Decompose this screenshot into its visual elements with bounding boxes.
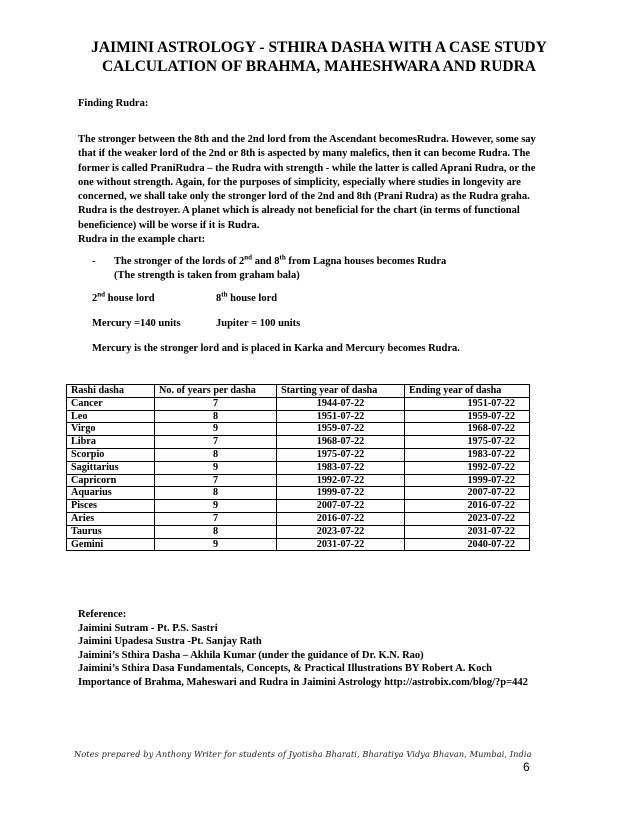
cell-end: 1951-07-22	[405, 397, 530, 410]
cell-rashi: Gemini	[67, 538, 155, 551]
table-row	[67, 525, 530, 538]
table-row	[67, 461, 530, 474]
cell-start: 2007-07-22	[277, 500, 405, 513]
bullet-text-a: The stronger of the lords of 2	[114, 256, 245, 267]
second-num: 2	[92, 293, 98, 304]
table-row	[67, 423, 530, 436]
cell-end: 2007-07-22	[405, 487, 530, 500]
cell-end: 2023-07-22	[405, 512, 530, 525]
body-paragraph: The stronger between the 8th and the 2nd lord from the Ascendant becomesRudra. However, some say that if the weaker lord of the 2nd or 8th is aspected by many malefics, then it can become Rudra. The former is called PraniRudra – the Rudra with strength - while the latter is called Aprani Rudra, or the one without strength. Again, for the purposes of simplicity, especially where studies in longevity are concerned, we shall take only the stronger lord of the 2nd and 8th (Prani Rudra) as the Rudra graha. Rudra is the destroyer. A planet which is already not beneficial for the chart (in terms of functional beneficience) will be worse if it is Rudra.	[78, 134, 536, 231]
bullet-line-1	[114, 255, 554, 269]
reference-item: Jaimini Sutram - Pt. P.S. Sastri	[78, 622, 218, 634]
bullet-line-2: (The strength is taken from graham bala)	[114, 270, 300, 281]
table-body	[67, 397, 530, 551]
references-section	[78, 608, 558, 690]
cell-end: 2031-07-22	[405, 525, 530, 538]
reference-item: Jaimini Upadesa Sustra -Pt. Sanjay Rath	[78, 636, 262, 648]
cell-years: 8	[155, 448, 277, 461]
cell-years: 8	[155, 410, 277, 423]
table-row	[67, 448, 530, 461]
reference-item: Jaimini’s Sthira Dasa Fundamentals, Concepts, & Practical Illustrations BY Robert A. Koch	[78, 663, 492, 675]
page-number: 6	[523, 760, 530, 774]
cell-rashi: Pisces	[67, 500, 155, 513]
reference-item: Jaimini’s Sthira Dasha – Akhila Kumar (under the guidance of Dr. K.N. Rao)	[78, 649, 424, 661]
bullet-sup-a: nd	[244, 253, 253, 262]
header-ending-year: Ending year of dasha	[405, 385, 530, 398]
cell-rashi: Virgo	[67, 423, 155, 436]
table-row	[67, 512, 530, 525]
header-years-per-dasha: No. of years per dasha	[155, 385, 277, 398]
cell-years: 9	[155, 538, 277, 551]
cell-end: 1975-07-22	[405, 436, 530, 449]
cell-start: 2023-07-22	[277, 525, 405, 538]
cell-start: 1959-07-22	[277, 423, 405, 436]
page-title	[60, 38, 578, 76]
eighth-num: 8	[216, 293, 222, 304]
cell-start: 1975-07-22	[277, 448, 405, 461]
second-house-lord-label	[92, 292, 155, 306]
page-footer-note: Notes prepared by Anthony Writer for students of Jyotisha Bharati, Bharatiya Vidya Bhavan, Mumbai, India	[74, 749, 532, 759]
cell-years: 8	[155, 525, 277, 538]
bullet-sup-b: th	[279, 253, 286, 262]
bullet-text-c: from Lagna houses becomes Rudra	[285, 256, 447, 267]
cell-end: 1968-07-22	[405, 423, 530, 436]
example-heading: Rudra in the example chart:	[78, 234, 206, 245]
reference-item: Importance of Brahma, Maheswari and Rudra in Jaimini Astrology http://astrobix.com/blog/?p=442	[78, 676, 528, 688]
cell-end: 1992-07-22	[405, 461, 530, 474]
cell-rashi: Libra	[67, 436, 155, 449]
cell-rashi: Taurus	[67, 525, 155, 538]
eighth-rest: house lord	[227, 293, 278, 304]
cell-end: 2040-07-22	[405, 538, 530, 551]
cell-end: 1999-07-22	[405, 474, 530, 487]
title-line-2: CALCULATION OF BRAHMA, MAHESHWARA AND RUDRA	[101, 58, 536, 75]
references-heading: Reference:	[78, 609, 127, 620]
header-starting-year: Starting year of dasha	[277, 385, 405, 398]
bullet-text-b: and 8	[252, 256, 280, 267]
conclusion-text: Mercury is the stronger lord and is placed in Karka and Mercury becomes Rudra.	[92, 343, 460, 354]
cell-start: 1951-07-22	[277, 410, 405, 423]
cell-start: 1999-07-22	[277, 487, 405, 500]
mercury-strength: Mercury =140 units	[92, 318, 181, 329]
title-line-1: JAIMINI ASTROLOGY - STHIRA DASHA WITH A CASE STUDY	[91, 39, 547, 56]
cell-end: 1959-07-22	[405, 410, 530, 423]
cell-years: 7	[155, 512, 277, 525]
cell-years: 9	[155, 423, 277, 436]
cell-years: 7	[155, 436, 277, 449]
jupiter-strength: Jupiter = 100 units	[216, 318, 301, 329]
second-rest: house lord	[105, 293, 155, 304]
sthira-dasha-table	[66, 384, 530, 551]
table-row	[67, 410, 530, 423]
header-rashi-dasha: Rashi dasha	[67, 385, 155, 398]
eighth-house-lord-label	[216, 292, 277, 306]
cell-start: 1944-07-22	[277, 397, 405, 410]
table-row	[67, 436, 530, 449]
cell-start: 2031-07-22	[277, 538, 405, 551]
second-sup: nd	[97, 290, 106, 299]
table-row	[67, 487, 530, 500]
cell-rashi: Cancer	[67, 397, 155, 410]
section-heading: Finding Rudra:	[78, 98, 149, 109]
table-header-row	[67, 385, 530, 398]
cell-rashi: Leo	[67, 410, 155, 423]
cell-rashi: Aquarius	[67, 487, 155, 500]
table-row	[67, 538, 530, 551]
cell-years: 9	[155, 461, 277, 474]
table-row	[67, 474, 530, 487]
cell-rashi: Aries	[67, 512, 155, 525]
cell-start: 1983-07-22	[277, 461, 405, 474]
cell-end: 2016-07-22	[405, 500, 530, 513]
cell-start: 1992-07-22	[277, 474, 405, 487]
eighth-sup: th	[221, 290, 228, 299]
cell-start: 1968-07-22	[277, 436, 405, 449]
cell-years: 7	[155, 397, 277, 410]
table-row	[67, 397, 530, 410]
cell-start: 2016-07-22	[277, 512, 405, 525]
table-row	[67, 500, 530, 513]
cell-rashi: Scorpio	[67, 448, 155, 461]
cell-rashi: Sagittarius	[67, 461, 155, 474]
cell-years: 8	[155, 487, 277, 500]
bullet-dash: -	[92, 256, 96, 267]
cell-years: 9	[155, 500, 277, 513]
cell-years: 7	[155, 474, 277, 487]
cell-end: 1983-07-22	[405, 448, 530, 461]
cell-rashi: Capricorn	[67, 474, 155, 487]
